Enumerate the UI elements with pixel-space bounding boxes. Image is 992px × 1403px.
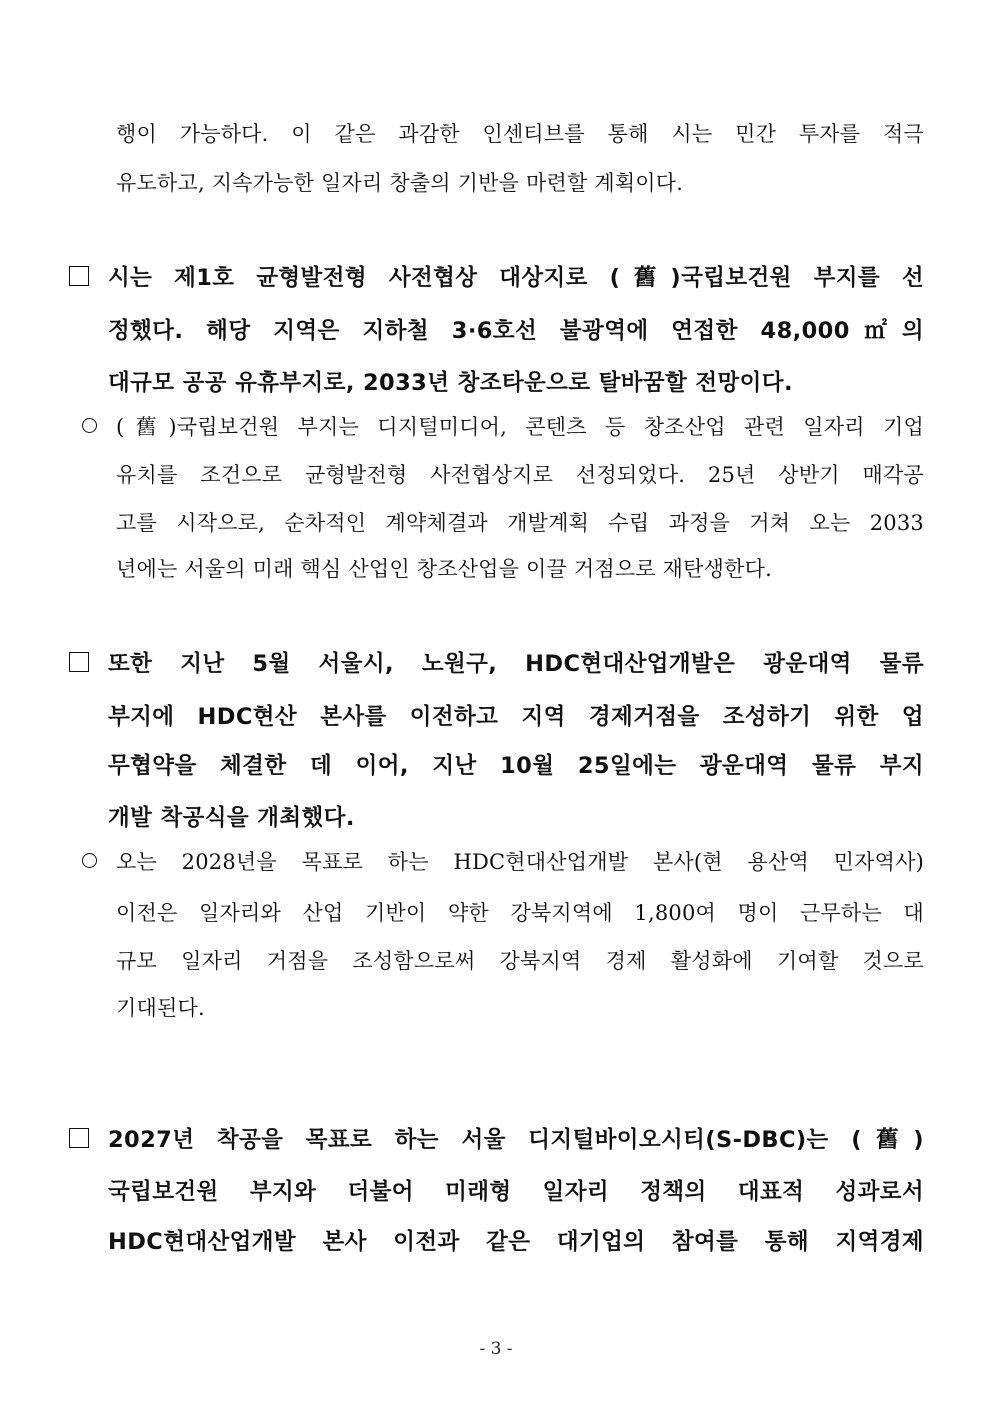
- section2-sub-line-2: 이전은 일자리와 산업 기반이 약한 강북지역에 1,800여 명이 근무하는 대: [116, 901, 924, 925]
- section2-sub-line-3: 규모 일자리 거점을 조성함으로써 강북지역 경제 활성화에 기여할 것으로: [116, 949, 924, 973]
- section1-sub-line-1: (舊)국립보건원 부지는 디지털미디어, 콘텐츠 등 창조산업 관련 일자리 기업: [116, 415, 924, 439]
- section2-line-2: 부지에 HDC현산 본사를 이전하고 지역 경제거점을 조성하기 위한 업: [108, 704, 924, 730]
- section1-sub-line-3: 고를 시작으로, 순차적인 계약체결과 개발계획 수립 과정을 거쳐 오는 2033: [116, 511, 924, 535]
- intro-line-2: 유도하고, 지속가능한 일자리 창출의 기반을 마련할 계획이다.: [116, 171, 684, 195]
- section1-line-3: 대규모 공공 유휴부지로, 2033년 창조타운으로 탈바꿈할 전망이다.: [108, 370, 793, 396]
- section2-line-1: 또한 지난 5월 서울시, 노원구, HDC현대산업개발은 광운대역 물류: [108, 651, 924, 677]
- section2-sub-line-4: 기대된다.: [116, 996, 205, 1020]
- section2-line-3: 무협약을 체결한 데 이어, 지난 10월 25일에는 광운대역 물류 부지: [108, 753, 924, 779]
- section2-checkbox-bullet: [69, 652, 89, 672]
- section1-line-1: 시는 제1호 균형발전형 사전협상 대상지로 (舊)국립보건원 부지를 선: [108, 265, 924, 291]
- section3-line-1: 2027년 착공을 목표로 하는 서울 디지털바이오시티(S-DBC)는 (舊): [108, 1127, 924, 1153]
- section2-sub-bullet: [82, 853, 97, 868]
- section2-line-4: 개발 착공식을 개최했다.: [108, 805, 355, 831]
- section3-line-3: HDC현대산업개발 본사 이전과 같은 대기업의 참여를 통해 지역경제: [108, 1229, 924, 1255]
- section1-line-2: 정했다. 해당 지역은 지하철 3·6호선 불광역에 연접한 48,000㎡의: [108, 318, 924, 344]
- section1-checkbox-bullet: [69, 266, 89, 286]
- intro-line-1: 행이 가능하다. 이 같은 과감한 인센티브를 통해 시는 민간 투자를 적극: [116, 122, 924, 146]
- section3-checkbox-bullet: [69, 1128, 89, 1148]
- section2-sub-line-1: 오는 2028년을 목표로 하는 HDC현대산업개발 본사(현 용산역 민자역사): [116, 850, 924, 874]
- section1-sub-bullet: [82, 418, 97, 433]
- page-number: - 3 -: [479, 1339, 513, 1359]
- section3-line-2: 국립보건원 부지와 더불어 미래형 일자리 정책의 대표적 성과로서: [108, 1179, 924, 1205]
- section1-sub-line-2: 유치를 조건으로 균형발전형 사전협상지로 선정되었다. 25년 상반기 매각공: [116, 463, 924, 487]
- section1-sub-line-4: 년에는 서울의 미래 핵심 산업인 창조산업을 이끌 거점으로 재탄생한다.: [116, 557, 772, 581]
